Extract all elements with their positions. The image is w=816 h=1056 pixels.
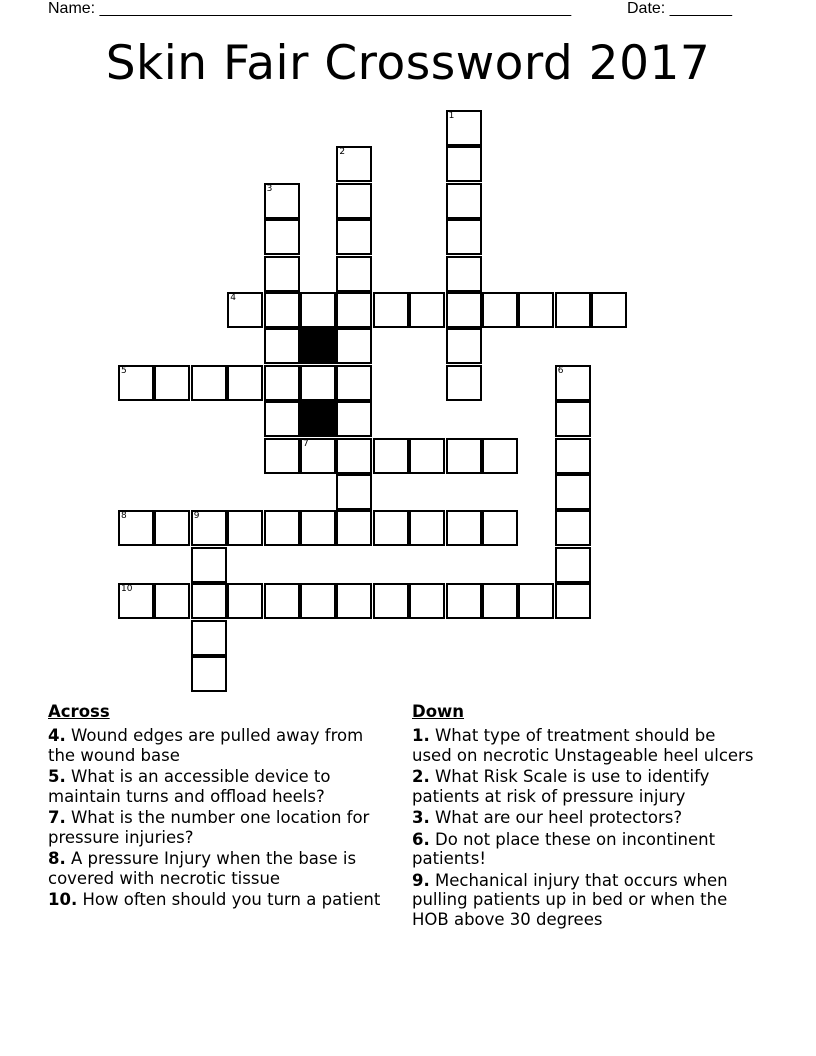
crossword-cell[interactable] xyxy=(482,510,518,546)
crossword-cell[interactable] xyxy=(336,183,372,219)
down-clue xyxy=(412,830,757,869)
crossword-black-cell xyxy=(300,328,336,364)
crossword-cell[interactable] xyxy=(446,256,482,292)
clue-number: 8. xyxy=(48,849,66,868)
crossword-cell[interactable] xyxy=(191,547,227,583)
crossword-cell[interactable] xyxy=(191,656,227,692)
clue-number-label: 7 xyxy=(303,438,309,449)
across-clue xyxy=(48,767,393,806)
clue-number: 1. xyxy=(412,726,430,745)
clue-number: 3. xyxy=(412,808,430,827)
clue-text: What type of treatment should be used on necrotic Unstageable heel ulcers xyxy=(412,726,754,765)
crossword-cell[interactable] xyxy=(409,292,445,328)
clue-number-label: 10 xyxy=(121,584,133,595)
crossword-cell[interactable] xyxy=(264,256,300,292)
clue-number-label: 5 xyxy=(121,365,127,376)
crossword-cell[interactable] xyxy=(300,438,336,474)
crossword-cell[interactable] xyxy=(336,365,372,401)
clue-text: What is an accessible device to maintain turns and offload heels? xyxy=(48,767,331,806)
clue-text: Mechanical injury that occurs when pulling patients up in bed or when the HOB above 30 degrees xyxy=(412,870,728,929)
crossword-cell[interactable] xyxy=(446,219,482,255)
crossword-cell[interactable] xyxy=(555,583,591,619)
crossword-cell[interactable] xyxy=(191,620,227,656)
across-clue xyxy=(48,890,393,910)
crossword-cell[interactable] xyxy=(409,510,445,546)
crossword-cell[interactable] xyxy=(373,510,409,546)
page-title: Skin Fair Crossword 2017 xyxy=(105,36,711,91)
crossword-cell[interactable] xyxy=(373,438,409,474)
crossword-cell[interactable] xyxy=(555,438,591,474)
clue-number: 10. xyxy=(48,890,78,909)
crossword-cell[interactable] xyxy=(446,438,482,474)
clue-text: What is the number one location for pressure injuries? xyxy=(48,808,370,847)
crossword-cell[interactable] xyxy=(446,183,482,219)
crossword-cell[interactable] xyxy=(446,292,482,328)
crossword-cell[interactable] xyxy=(154,365,190,401)
crossword-cell[interactable] xyxy=(482,438,518,474)
across-clue xyxy=(48,808,393,847)
across-heading: Across xyxy=(48,702,110,721)
crossword-cell[interactable] xyxy=(264,583,300,619)
crossword-cell[interactable] xyxy=(446,110,482,146)
crossword-cell[interactable] xyxy=(446,365,482,401)
clue-number: 6. xyxy=(412,829,430,849)
crossword-cell[interactable] xyxy=(336,146,372,182)
down-clue xyxy=(412,726,757,765)
crossword-cell[interactable] xyxy=(482,583,518,619)
crossword-cell[interactable] xyxy=(336,292,372,328)
crossword-cell[interactable] xyxy=(191,365,227,401)
clue-text: What are our heel protectors? xyxy=(429,808,683,827)
crossword-cell[interactable] xyxy=(227,510,263,546)
down-clue xyxy=(412,871,757,930)
crossword-cell[interactable] xyxy=(518,583,554,619)
crossword-cell[interactable] xyxy=(300,365,336,401)
crossword-cell[interactable] xyxy=(336,256,372,292)
crossword-cell[interactable] xyxy=(482,292,518,328)
crossword-cell[interactable] xyxy=(264,401,300,437)
crossword-cell[interactable] xyxy=(591,292,627,328)
crossword-cell[interactable] xyxy=(373,292,409,328)
crossword-cell[interactable] xyxy=(336,510,372,546)
crossword-cell[interactable] xyxy=(555,510,591,546)
clue-number-label: 9 xyxy=(193,511,200,522)
crossword-cell[interactable] xyxy=(409,438,445,474)
clue-text: A pressure Injury when the base is covered with necrotic tissue xyxy=(48,849,357,888)
clue-number-label: 6 xyxy=(557,365,564,376)
crossword-cell[interactable] xyxy=(191,583,227,619)
clue-text: How often should you turn a patient xyxy=(77,890,381,909)
crossword-cell[interactable] xyxy=(118,365,154,401)
crossword-cell[interactable] xyxy=(373,583,409,619)
crossword-cell[interactable] xyxy=(264,510,300,546)
crossword-cell[interactable] xyxy=(555,474,591,510)
down-heading: Down xyxy=(412,702,465,721)
clue-number: 7. xyxy=(48,808,66,827)
crossword-cell[interactable] xyxy=(518,292,554,328)
crossword-cell[interactable] xyxy=(446,328,482,364)
crossword-cell[interactable] xyxy=(264,219,300,255)
clue-number: 9. xyxy=(412,870,430,890)
crossword-cell[interactable] xyxy=(555,292,591,328)
down-clue xyxy=(412,767,757,806)
clue-number-label: 3 xyxy=(266,183,273,194)
crossword-cell[interactable] xyxy=(300,583,336,619)
crossword-cell[interactable] xyxy=(336,474,372,510)
across-clue xyxy=(48,726,393,765)
crossword-cell[interactable] xyxy=(264,365,300,401)
crossword-cell[interactable] xyxy=(336,583,372,619)
crossword-cell[interactable] xyxy=(336,219,372,255)
down-clue xyxy=(412,808,757,828)
crossword-cell[interactable] xyxy=(555,365,591,401)
crossword-cell[interactable] xyxy=(336,438,372,474)
crossword-cell[interactable] xyxy=(264,292,300,328)
crossword-cell[interactable] xyxy=(446,583,482,619)
clue-text: What Risk Scale is use to identify patients at risk of pressure injury xyxy=(412,767,710,806)
date-field-label: Date: _______ xyxy=(627,0,732,17)
crossword-cell[interactable] xyxy=(264,328,300,364)
crossword-cell[interactable] xyxy=(300,292,336,328)
crossword-cell[interactable] xyxy=(300,510,336,546)
crossword-cell[interactable] xyxy=(154,583,190,619)
crossword-cell[interactable] xyxy=(264,183,300,219)
crossword-cell[interactable] xyxy=(118,510,154,546)
clue-number: 2. xyxy=(412,767,430,786)
crossword-cell[interactable] xyxy=(227,292,263,328)
crossword-cell[interactable] xyxy=(227,583,263,619)
crossword-cell[interactable] xyxy=(446,146,482,182)
down-clues xyxy=(412,702,757,931)
across-clue xyxy=(48,849,393,888)
crossword-cell[interactable] xyxy=(555,547,591,583)
crossword-cell[interactable] xyxy=(446,510,482,546)
clue-number-label: 4 xyxy=(230,293,236,303)
crossword-cell[interactable] xyxy=(154,510,190,546)
name-field-label: Name: _____________________________________________________ xyxy=(48,0,572,17)
crossword-cell[interactable] xyxy=(409,583,445,619)
clue-number: 4. xyxy=(48,726,66,745)
clue-number-label: 8 xyxy=(121,511,127,522)
crossword-cell[interactable] xyxy=(336,401,372,437)
crossword-cell[interactable] xyxy=(227,365,263,401)
crossword-cell[interactable] xyxy=(191,510,227,546)
clue-text: Do not place these on incontinent patients! xyxy=(412,829,716,868)
clue-text: Wound edges are pulled away from the wound base xyxy=(48,726,364,765)
clue-number: 5. xyxy=(48,767,66,786)
crossword-black-cell xyxy=(300,401,336,437)
crossword-cell[interactable] xyxy=(118,583,154,619)
clue-number-label: 1 xyxy=(448,111,455,121)
clue-number-label: 2 xyxy=(339,147,346,158)
crossword-cell[interactable] xyxy=(264,438,300,474)
crossword-cell[interactable] xyxy=(336,328,372,364)
crossword-cell[interactable] xyxy=(555,401,591,437)
across-clues xyxy=(48,702,393,912)
